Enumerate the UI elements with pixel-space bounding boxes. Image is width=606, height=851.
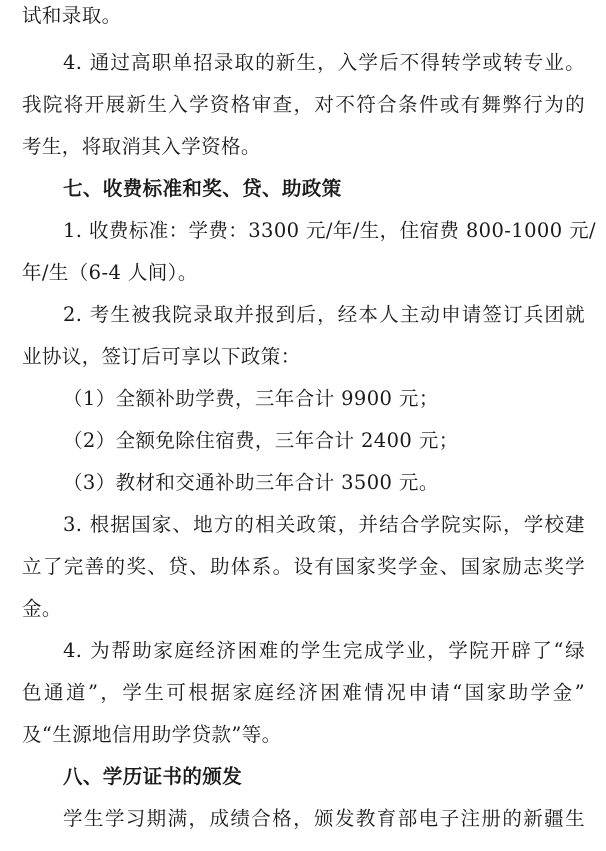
text-line: 色通道”，学生可根据家庭经济困难情况申请“国家助学金”: [22, 681, 585, 704]
text-line: 年/生（6-4 人间）。: [22, 261, 198, 284]
text-line: 4. 通过高职单招录取的新生，入学后不得转学或转专业。: [63, 51, 585, 74]
section-heading: 七、收费标准和奖、贷、助政策: [63, 177, 342, 200]
text-line: 试和录取。: [22, 4, 122, 27]
text-line: 金。: [22, 597, 62, 620]
text-line: 考生，将取消其入学资格。: [22, 135, 261, 158]
text-line: 业协议，签订后可享以下政策：: [22, 345, 301, 368]
text-line: 我院将开展新生入学资格审查，对不符合条件或有舞弊行为的: [22, 93, 585, 116]
text-line: 1. 收费标准：学费：3300 元/年/生，住宿费 800-1000 元/: [63, 219, 596, 242]
text-line: 及“生源地信用助学贷款”等。: [22, 723, 282, 746]
list-item: （3）教材和交通补助三年合计 3500 元。: [63, 471, 439, 494]
text-line: 立了完善的奖、贷、助体系。设有国家奖学金、国家励志奖学: [22, 555, 585, 578]
text-line: 4. 为帮助家庭经济困难的学生完成学业，学院开辟了“绿: [63, 639, 585, 662]
list-item: （2）全额免除住宿费，三年合计 2400 元；: [63, 429, 459, 452]
text-line: 学生学习期满，成绩合格，颁发教育部电子注册的新疆生: [63, 807, 585, 830]
text-line: 3. 根据国家、地方的相关政策，并结合学院实际，学校建: [63, 513, 585, 536]
text-line: 2. 考生被我院录取并报到后，经本人主动申请签订兵团就: [63, 303, 585, 326]
list-item: （1）全额补助学费，三年合计 9900 元；: [63, 387, 439, 410]
section-heading: 八、学历证书的颁发: [63, 765, 243, 788]
